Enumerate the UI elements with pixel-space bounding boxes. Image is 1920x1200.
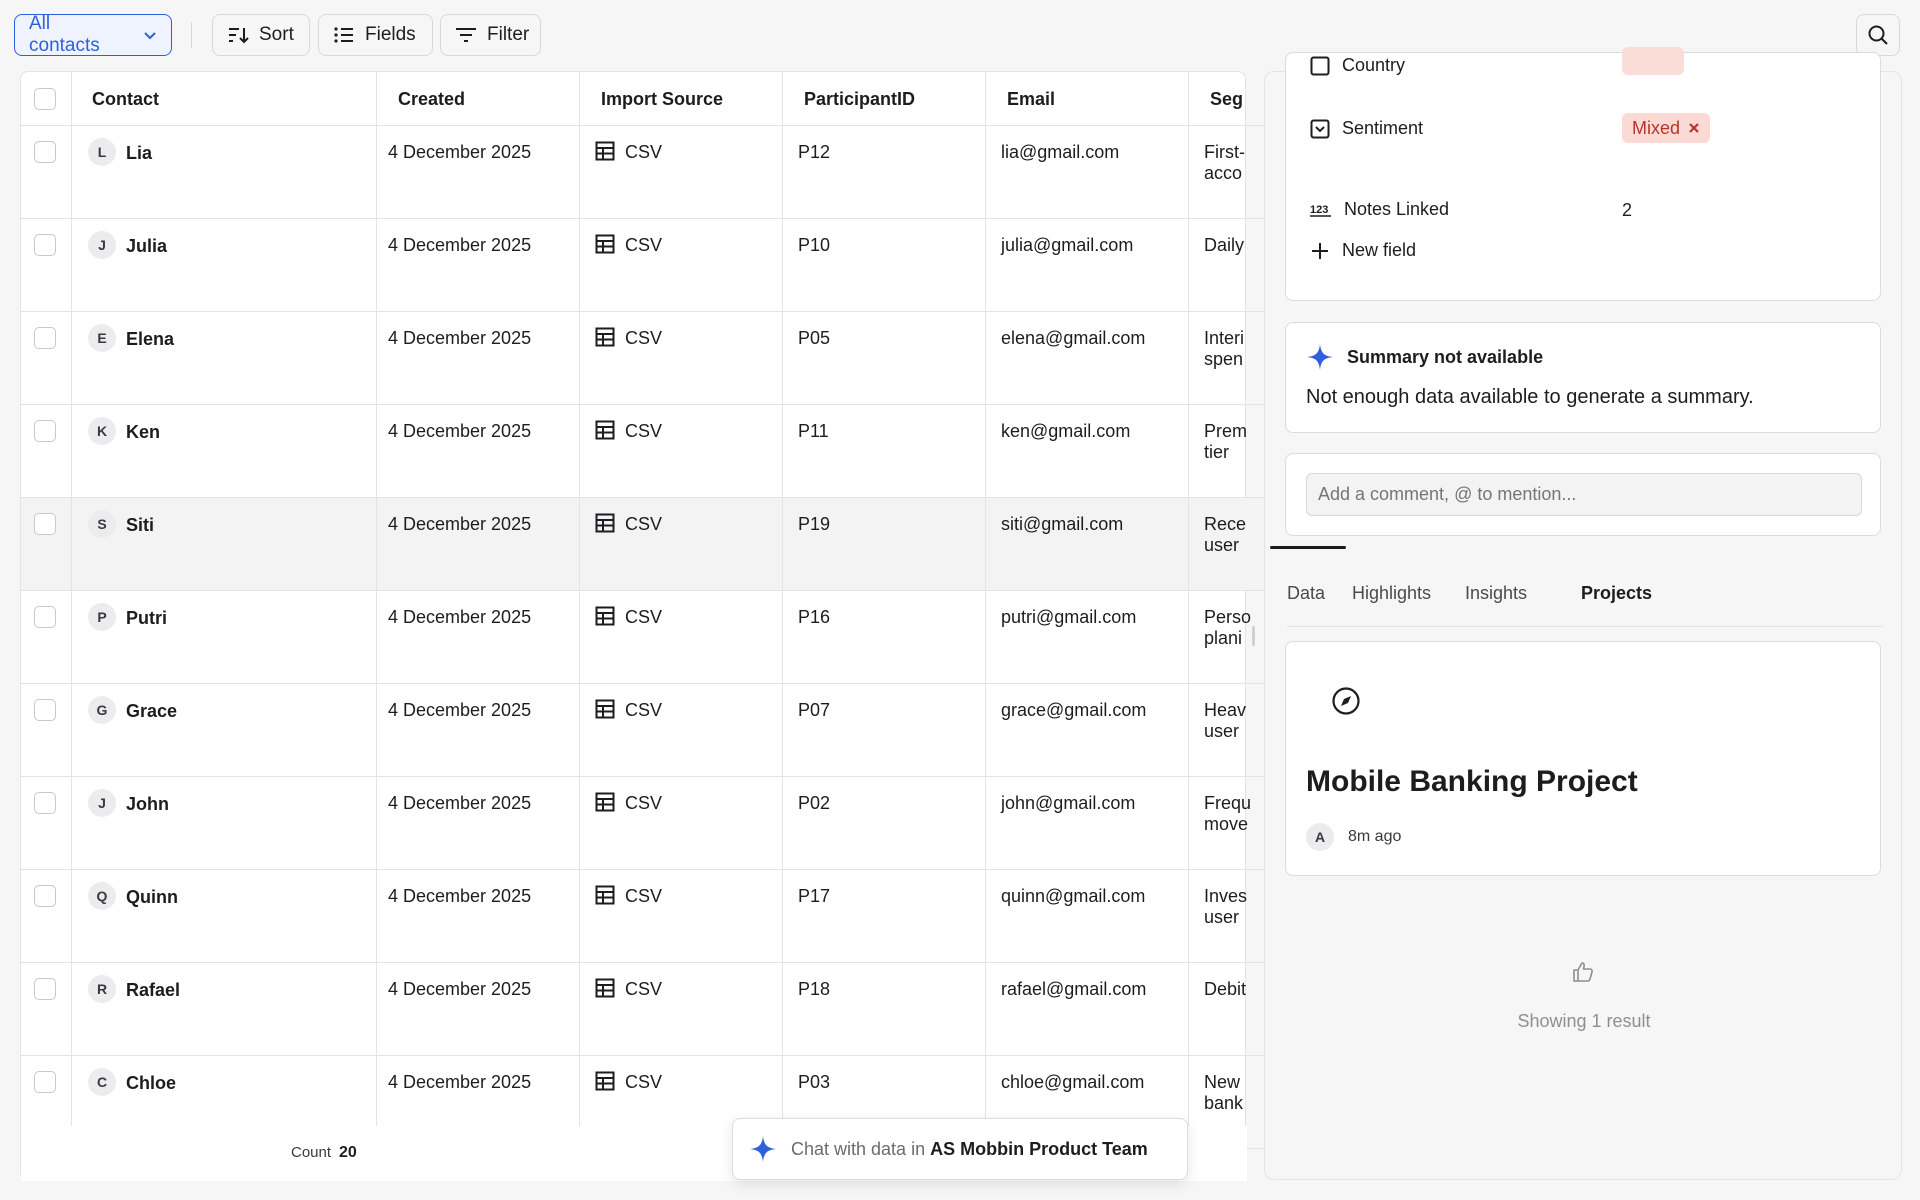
segment-line-2: user — [1204, 721, 1240, 741]
property-sentiment[interactable] — [1310, 118, 1423, 139]
table-icon — [595, 234, 615, 254]
contact-avatar: L — [88, 138, 116, 166]
row-select-cell — [21, 591, 72, 684]
segment-cell[interactable] — [1189, 219, 1249, 312]
row-checkbox[interactable] — [34, 699, 56, 721]
row-checkbox[interactable] — [34, 141, 56, 163]
count-value: 20 — [339, 1144, 357, 1161]
segment-cell[interactable] — [1189, 963, 1249, 1056]
remove-tag-icon[interactable] — [1688, 122, 1700, 134]
contact-name: Siti — [126, 514, 155, 535]
import-source-value: CSV — [625, 979, 663, 999]
contact-avatar: G — [88, 696, 116, 724]
table-icon — [595, 513, 615, 533]
row-select-cell — [21, 963, 72, 1056]
participant-id-cell[interactable]: P11 — [783, 405, 986, 498]
email-cell[interactable]: ken@gmail.com — [986, 405, 1189, 498]
project-meta — [1306, 823, 1401, 851]
detail-tabs — [1287, 577, 1883, 627]
created-cell[interactable]: 4 December 2025 — [377, 405, 580, 498]
search-button[interactable] — [1856, 14, 1900, 56]
import-source-value: CSV — [625, 607, 663, 627]
table-row[interactable] — [21, 405, 1321, 498]
row-select-cell — [21, 498, 72, 591]
contact-name: Julia — [126, 235, 168, 256]
row-select-cell — [21, 777, 72, 870]
table-row[interactable] — [21, 312, 1321, 405]
segment-cell[interactable] — [1189, 312, 1249, 405]
property-notes-label: Notes Linked — [1344, 199, 1450, 219]
created-cell[interactable]: 4 December 2025 — [377, 777, 580, 870]
view-selector-button[interactable] — [14, 14, 172, 56]
segment-line-1: Heav — [1204, 700, 1247, 720]
row-select-cell — [21, 870, 72, 963]
column-header-contact[interactable]: Contact — [72, 72, 377, 126]
contact-name: Ken — [126, 421, 161, 442]
sort-button[interactable] — [212, 14, 310, 56]
contact-name: Chloe — [126, 1072, 177, 1093]
fields-label: Fields — [365, 24, 416, 45]
panel-resize-handle[interactable] — [1252, 626, 1255, 646]
import-source-cell[interactable] — [580, 126, 783, 219]
table-header — [21, 72, 1321, 126]
row-select-cell — [21, 219, 72, 312]
summary-card — [1285, 322, 1881, 433]
created-cell[interactable]: 4 December 2025 — [377, 591, 580, 684]
contact-avatar: E — [88, 324, 116, 352]
column-header-created[interactable]: Created — [377, 72, 580, 126]
import-source-cell[interactable] — [580, 312, 783, 405]
property-sentiment-label: Sentiment — [1342, 118, 1424, 138]
select-all-cell — [21, 72, 72, 126]
row-checkbox[interactable] — [34, 606, 56, 628]
segment-line-1: Prem — [1204, 421, 1248, 441]
row-select-cell — [21, 312, 72, 405]
contact-avatar: S — [88, 510, 116, 538]
contacts-table — [20, 71, 1252, 1180]
sort-label: Sort — [259, 24, 294, 45]
import-source-value: CSV — [625, 793, 663, 813]
search-icon — [1867, 24, 1889, 46]
active-tab-indicator — [1270, 546, 1346, 549]
contact-name: Lia — [126, 142, 153, 163]
comment-input[interactable] — [1306, 473, 1862, 516]
column-header-participant-id[interactable]: ParticipantID — [783, 72, 986, 126]
contact-avatar: C — [88, 1068, 116, 1096]
fields-button[interactable] — [318, 14, 433, 56]
import-source-value: CSV — [625, 1072, 663, 1092]
sparkle-icon — [749, 1135, 777, 1163]
contact-avatar: K — [88, 417, 116, 445]
email-cell[interactable]: chloe@gmail.com — [986, 1056, 1189, 1149]
participant-id-cell[interactable]: P10 — [783, 219, 986, 312]
segment-line-2: move — [1204, 814, 1249, 834]
segment-line-1: Debit — [1204, 979, 1247, 999]
import-source-cell[interactable] — [580, 591, 783, 684]
chat-team: AS Mobbin Product Team — [930, 1138, 1148, 1159]
table-row[interactable] — [21, 963, 1321, 1056]
list-icon — [333, 25, 355, 45]
contact-name: Grace — [126, 700, 178, 721]
chat-with-data-button[interactable] — [732, 1118, 1188, 1180]
contact-cell[interactable] — [72, 126, 377, 219]
table-row[interactable] — [21, 126, 1321, 219]
segment-line-1: Frequ — [1204, 793, 1252, 813]
tab-projects[interactable]: Projects — [1581, 583, 1653, 603]
tab-insights[interactable]: Insights — [1465, 583, 1528, 603]
contact-avatar: J — [88, 789, 116, 817]
segment-line-1: Daily — [1204, 235, 1245, 255]
import-source-value: CSV — [625, 700, 663, 720]
property-country-label: Country — [1342, 55, 1406, 75]
created-cell[interactable]: 4 December 2025 — [377, 126, 580, 219]
compass-icon — [1331, 686, 1361, 716]
contact-avatar: P — [88, 603, 116, 631]
contact-name: Rafael — [126, 979, 181, 1000]
row-checkbox[interactable] — [34, 234, 56, 256]
row-checkbox[interactable] — [34, 327, 56, 349]
contact-name: Elena — [126, 328, 175, 349]
participant-id-cell[interactable]: P19 — [783, 498, 986, 591]
participant-id-cell[interactable]: P03 — [783, 1056, 986, 1149]
segment-line-2: plani — [1204, 628, 1243, 648]
count-label: Count — [291, 1144, 332, 1161]
segment-line-2: bank — [1204, 1093, 1244, 1113]
segment-line-1: Perso — [1204, 607, 1252, 627]
participant-id-cell[interactable]: P05 — [783, 312, 986, 405]
import-source-cell[interactable] — [580, 870, 783, 963]
results-count: Showing 1 result — [1517, 1011, 1651, 1031]
summary-body: Not enough data available to generate a summary. — [1306, 386, 1754, 408]
property-country[interactable] — [1310, 55, 1405, 76]
participant-id-cell[interactable]: P02 — [783, 777, 986, 870]
table-row[interactable] — [21, 870, 1321, 963]
table-icon — [595, 606, 615, 626]
filter-button[interactable] — [440, 14, 541, 56]
plus-icon — [1310, 241, 1330, 261]
sparkle-icon — [1306, 343, 1334, 371]
email-cell[interactable]: rafael@gmail.com — [986, 963, 1189, 1056]
import-source-value: CSV — [625, 142, 663, 162]
import-source-cell[interactable] — [580, 777, 783, 870]
table-row[interactable] — [21, 684, 1321, 777]
email-cell[interactable]: siti@gmail.com — [986, 498, 1189, 591]
select-field-icon — [1310, 119, 1330, 139]
thumbs-up-icon — [1571, 960, 1595, 984]
import-source-cell[interactable] — [580, 498, 783, 591]
row-checkbox[interactable] — [34, 420, 56, 442]
select-field-icon — [1310, 56, 1330, 76]
email-cell[interactable]: quinn@gmail.com — [986, 870, 1189, 963]
chevron-down-icon — [143, 28, 157, 42]
row-checkbox[interactable] — [34, 792, 56, 814]
email-cell[interactable]: putri@gmail.com — [986, 591, 1189, 684]
svg-text:123: 123 — [1310, 203, 1329, 216]
row-select-cell — [21, 126, 72, 219]
segment-line-2: acco — [1204, 163, 1243, 183]
toolbar-divider — [191, 22, 192, 48]
import-source-value: CSV — [625, 421, 663, 441]
table-row[interactable] — [21, 498, 1321, 591]
table-icon — [595, 1071, 615, 1091]
email-cell[interactable]: elena@gmail.com — [986, 312, 1189, 405]
table-row[interactable] — [21, 777, 1321, 870]
row-checkbox[interactable] — [34, 885, 56, 907]
segment-line-1: Inves — [1204, 886, 1248, 906]
participant-id-cell[interactable]: P18 — [783, 963, 986, 1056]
contact-name: Quinn — [126, 886, 178, 907]
participant-id-cell[interactable]: P16 — [783, 591, 986, 684]
chat-label — [791, 1139, 1148, 1160]
sentiment-tag[interactable] — [1622, 113, 1710, 143]
import-source-value: CSV — [625, 328, 663, 348]
import-source-cell[interactable] — [580, 684, 783, 777]
segment-cell[interactable] — [1189, 870, 1249, 963]
column-header-email[interactable]: Email — [986, 72, 1189, 126]
created-cell[interactable]: 4 December 2025 — [377, 684, 580, 777]
segment-cell[interactable] — [1189, 591, 1252, 684]
segment-line-1: Rece — [1204, 514, 1247, 534]
contact-cell[interactable] — [72, 219, 377, 312]
row-checkbox[interactable] — [34, 513, 56, 535]
new-field-label: New field — [1342, 240, 1417, 260]
import-source-value: CSV — [625, 235, 663, 255]
segment-cell[interactable] — [1189, 126, 1249, 219]
participant-id-cell[interactable]: P17 — [783, 870, 986, 963]
segment-line-1: Interi — [1204, 328, 1245, 348]
import-source-cell[interactable] — [580, 219, 783, 312]
created-cell[interactable]: 4 December 2025 — [377, 498, 580, 591]
contact-cell[interactable] — [72, 684, 377, 777]
table-icon — [595, 699, 615, 719]
country-tag[interactable] — [1622, 47, 1684, 75]
chat-prefix: Chat with data in — [791, 1138, 926, 1159]
comment-card — [1285, 453, 1881, 536]
table-icon — [595, 978, 615, 998]
select-all-checkbox[interactable] — [34, 88, 56, 110]
participant-id-cell[interactable]: P12 — [783, 126, 986, 219]
contact-name: John — [126, 793, 169, 814]
table-icon — [595, 792, 615, 812]
created-cell[interactable]: 4 December 2025 — [377, 219, 580, 312]
project-title: Mobile Banking Project — [1306, 765, 1638, 798]
row-checkbox[interactable] — [34, 1071, 56, 1093]
summary-title: Summary not available — [1347, 347, 1544, 367]
row-select-cell — [21, 405, 72, 498]
contact-cell[interactable] — [72, 312, 377, 405]
import-source-cell[interactable] — [580, 963, 783, 1056]
table-row[interactable] — [21, 591, 1321, 684]
sentiment-value: Mixed — [1632, 117, 1681, 138]
property-notes-value: 2 — [1622, 200, 1633, 220]
table-icon — [595, 327, 615, 347]
table-icon — [595, 141, 615, 161]
column-header-segment[interactable]: Seg — [1210, 88, 1244, 109]
tab-highlights[interactable]: Highlights — [1352, 583, 1432, 603]
contact-cell[interactable] — [72, 591, 377, 684]
new-field-button[interactable] — [1310, 240, 1416, 261]
contact-avatar: Q — [88, 882, 116, 910]
email-cell[interactable]: lia@gmail.com — [986, 126, 1189, 219]
segment-line-2: spen — [1204, 349, 1244, 369]
import-source-cell[interactable] — [580, 405, 783, 498]
created-cell[interactable]: 4 December 2025 — [377, 963, 580, 1056]
table-icon — [595, 420, 615, 440]
sort-icon — [227, 25, 249, 45]
created-cell[interactable]: 4 December 2025 — [377, 1056, 580, 1149]
project-card[interactable] — [1285, 641, 1881, 876]
properties-card — [1285, 52, 1881, 301]
segment-cell[interactable] — [1189, 405, 1249, 498]
segment-cell[interactable] — [1189, 498, 1249, 591]
email-cell[interactable]: grace@gmail.com — [986, 684, 1189, 777]
contact-avatar: R — [88, 975, 116, 1003]
participant-id-cell[interactable]: P07 — [783, 684, 986, 777]
table-row[interactable] — [21, 219, 1321, 312]
contact-avatar: J — [88, 231, 116, 259]
segment-line-2: user — [1204, 535, 1240, 555]
property-notes-linked[interactable] — [1310, 199, 1449, 220]
filter-icon — [455, 25, 477, 45]
contact-cell[interactable] — [72, 870, 377, 963]
import-source-value: CSV — [625, 514, 663, 534]
row-select-cell — [21, 684, 72, 777]
created-cell[interactable]: 4 December 2025 — [377, 870, 580, 963]
created-cell[interactable]: 4 December 2025 — [377, 312, 580, 405]
contact-detail-panel — [1264, 55, 1902, 1180]
contact-cell[interactable] — [72, 963, 377, 1056]
row-checkbox[interactable] — [34, 978, 56, 1000]
project-time: 8m ago — [1348, 828, 1402, 845]
segment-cell[interactable] — [1189, 684, 1249, 777]
import-source-value: CSV — [625, 886, 663, 906]
segment-line-1: First- — [1204, 142, 1245, 162]
segment-line-2: user — [1204, 907, 1240, 927]
contact-cell[interactable] — [72, 777, 377, 870]
number-field-icon — [1310, 201, 1332, 219]
segment-line-2: tier — [1204, 442, 1230, 462]
row-count — [291, 1144, 357, 1162]
column-header-import-source[interactable]: Import Source — [580, 72, 783, 126]
author-avatar: A — [1306, 823, 1334, 851]
table-icon — [595, 885, 615, 905]
segment-line-1: New — [1204, 1072, 1241, 1092]
contact-name: Putri — [126, 607, 168, 628]
segment-cell[interactable] — [1189, 777, 1252, 870]
view-selector-label: All contacts — [29, 13, 100, 56]
contact-cell[interactable] — [72, 405, 377, 498]
email-cell[interactable]: julia@gmail.com — [986, 219, 1189, 312]
tab-data[interactable]: Data — [1287, 583, 1326, 603]
contact-cell[interactable] — [72, 498, 377, 591]
email-cell[interactable]: john@gmail.com — [986, 777, 1189, 870]
filter-label: Filter — [487, 24, 530, 45]
